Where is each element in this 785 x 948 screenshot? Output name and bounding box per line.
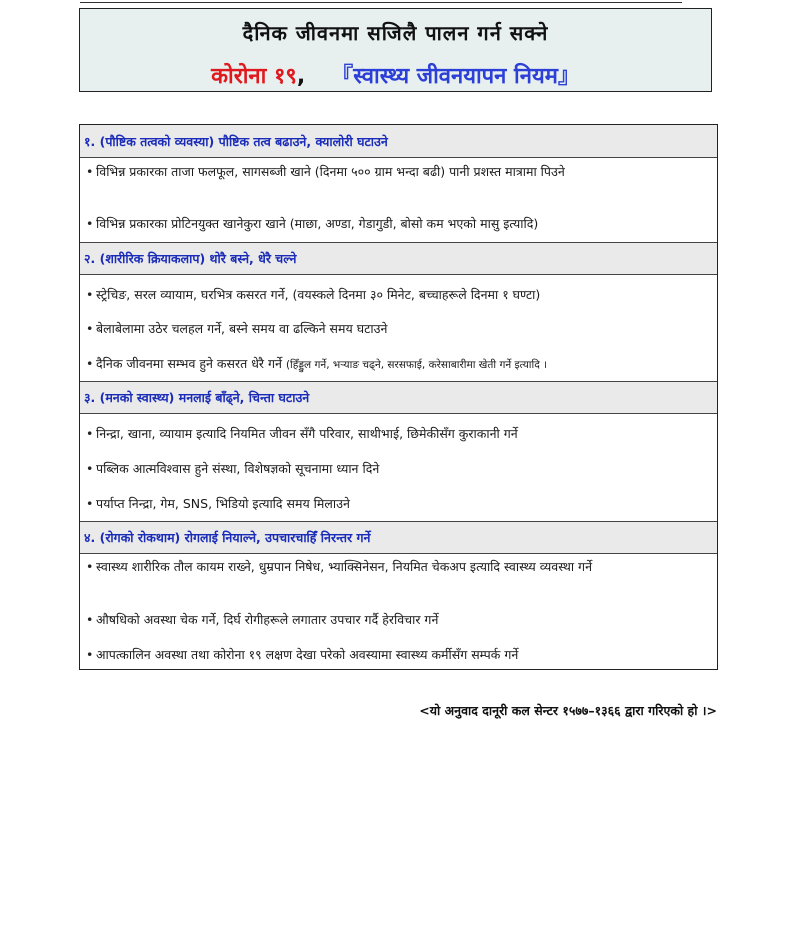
item-text: पर्याप्त निन्द्रा, गेम, SNS, भिडियो इत्यादि समय मिलाउने bbox=[96, 496, 350, 511]
bullet-icon: • bbox=[86, 216, 94, 231]
list-item bbox=[86, 644, 711, 666]
item-text: निन्द्रा, खाना, व्यायाम इत्यादि नियमित जीवन सँगै परिवार, साथीभाई, छिमेकीसँग कुराकानी गर्ने bbox=[96, 426, 518, 441]
section-header-disease-prevention: ४. (रोगको रोकथाम) रोगलाई नियाल्ने, उपचारचाहिँ निरन्तर गर्ने bbox=[80, 521, 717, 554]
item-text: स्ट्रेचिङ, सरल व्यायाम, घरभित्र कसरत गर्ने, (वयस्कले दिनमा ३० मिनेट, बच्चाहरूले दिनमा १ घण्टा) bbox=[96, 287, 541, 302]
top-rule bbox=[80, 0, 682, 3]
section-header-mental-health: ३. (मनको स्वास्थ्य) मनलाई बाँढ्ने, चिन्ता घटाउने bbox=[80, 381, 717, 414]
bullet-icon: • bbox=[86, 496, 94, 511]
section-header-physical-activity: २. (शारीरिक क्रियाकलाप) थोरै बस्ने, धेरै चल्ने bbox=[80, 242, 717, 275]
title-line2 bbox=[80, 59, 711, 90]
item-subtext: (हिँड्डुल गर्ने, भऱ्याङ चढ्ने, सरसफाई, करेसाबारीमा खेती गर्ने इत्यादि । bbox=[285, 359, 548, 371]
translation-credit-note: <यो अनुवाद दानूरी कल सेन्टर १५७७–१३६६ द्वारा गरिएको हो ।> bbox=[419, 703, 717, 718]
list-item bbox=[86, 318, 711, 340]
title-comma: , bbox=[296, 64, 306, 89]
title-line1: दैनिक जीवनमा सजिलै पालन गर्न सक्ने bbox=[242, 21, 549, 45]
list-item bbox=[86, 556, 711, 578]
list-item bbox=[86, 213, 711, 235]
item-text: स्वास्थ्य शारीरिक तौल कायम राख्ने, धुम्रपान निषेध, भ्याक्सिनेसन, नियमित चेकअप इत्यादि स्वास्थ्य व्यवस्था गर्ने bbox=[96, 559, 593, 574]
list-item bbox=[86, 458, 711, 480]
item-text: विभिन्न प्रकारका ताजा फलफूल, सागसब्जी खाने (दिनमा ५०० ग्राम भन्दा बढी) पानी प्रशस्त मात्रामा पिउने bbox=[96, 164, 565, 179]
list-item bbox=[86, 609, 711, 631]
list-item bbox=[86, 353, 711, 376]
item-text: विभिन्न प्रकारका प्रोटिनयुक्त खानेकुरा खाने (माछा, अण्डा, गेडागुडी, बोसो कम भएको मासु इत्यादि) bbox=[96, 216, 539, 231]
item-text: पब्लिक आत्मविश्वास हुने संस्था, विशेषज्ञको सूचनामा ध्यान दिने bbox=[96, 461, 380, 476]
bullet-icon: • bbox=[86, 426, 94, 441]
bullet-icon: • bbox=[86, 647, 94, 662]
title-corona: कोरोना १९ bbox=[211, 64, 297, 89]
bullet-icon: • bbox=[86, 612, 94, 627]
list-item bbox=[86, 161, 711, 183]
item-text: औषधिको अवस्था चेक गर्ने, दिर्घ रोगीहरूले लगातार उपचार गर्दै हेरविचार गर्ने bbox=[96, 612, 439, 627]
item-text: आपत्कालिन अवस्था तथा कोरोना १९ लक्षण देखा परेको अवस्यामा स्वास्थ्य कर्मीसँग सम्पर्क गर्ने bbox=[96, 647, 519, 662]
title-box bbox=[79, 8, 712, 92]
guidelines-table bbox=[79, 124, 718, 670]
bullet-icon: • bbox=[86, 356, 94, 371]
list-item bbox=[86, 423, 711, 445]
title-health-rules: 『स्वास्थ्य जीवनयापन नियम』 bbox=[331, 64, 580, 89]
bullet-icon: • bbox=[86, 559, 94, 574]
section-header-nutrition: १. (पौष्टिक तत्वको व्यवस्या) पौष्टिक तत्व बढाउने, क्यालोरी घटाउने bbox=[80, 125, 717, 158]
item-text: दैनिक जीवनमा सम्भव हुने कसरत धेरै गर्ने bbox=[96, 356, 282, 371]
list-item bbox=[86, 284, 711, 306]
bullet-icon: • bbox=[86, 321, 94, 336]
bullet-icon: • bbox=[86, 164, 94, 179]
bullet-icon: • bbox=[86, 287, 94, 302]
list-item bbox=[86, 493, 711, 515]
item-text: बेलाबेलामा उठेर चलहल गर्ने, बस्ने समय वा ढल्किने समय घटाउने bbox=[96, 321, 388, 336]
bullet-icon: • bbox=[86, 461, 94, 476]
